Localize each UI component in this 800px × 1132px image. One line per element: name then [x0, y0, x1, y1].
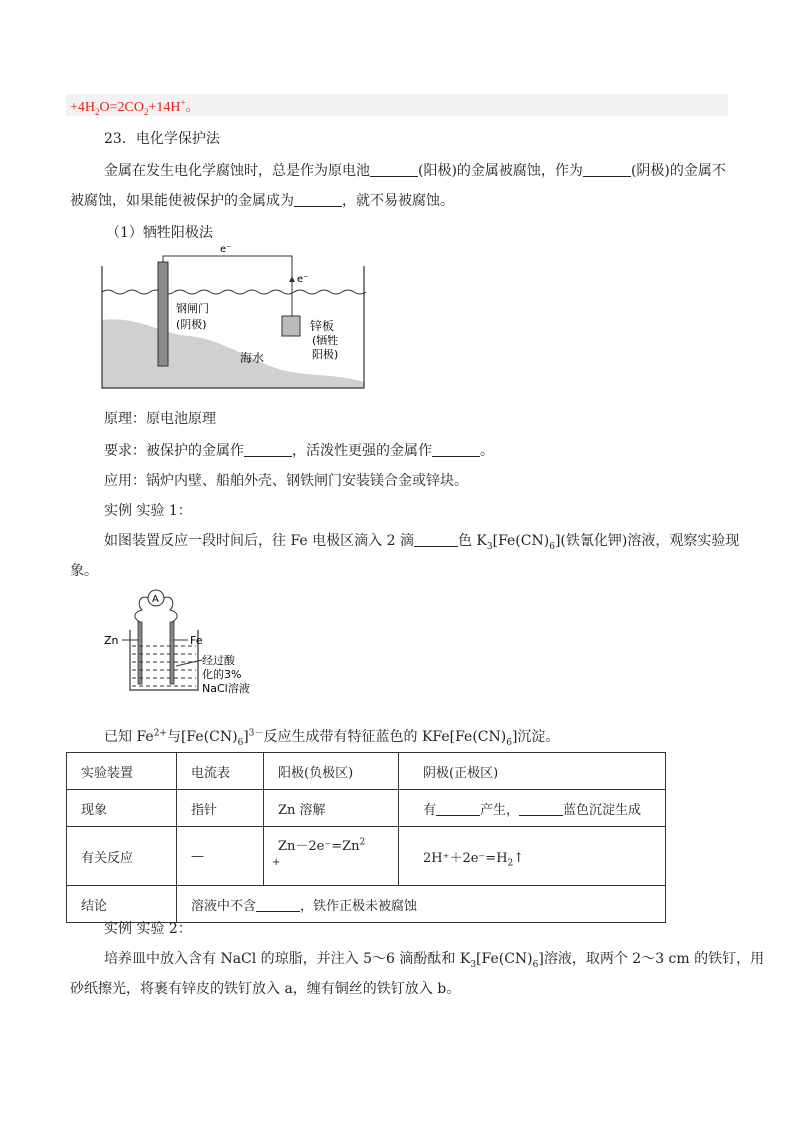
table-cell: 现象	[67, 790, 177, 827]
table-cell: 溶液中不含 ，铁作正极未被腐蚀	[177, 886, 666, 923]
table-row	[67, 790, 666, 827]
experiment-2-line-2: 砂纸擦光，将裹有锌皮的铁钉放入 a，缠有铜丝的铁钉放入 b。	[70, 981, 461, 997]
electron-label: e⁻	[297, 274, 309, 285]
blank	[432, 442, 480, 457]
blank	[370, 162, 418, 177]
section-heading: 23．电化学保护法	[104, 131, 220, 147]
equation-tail: $+4H_2O=2CO_2+14H^+$。	[70, 97, 200, 117]
table-cell: $Zn-2e^-=Zn^2$ +	[264, 827, 399, 886]
table-header: 电流表	[177, 753, 264, 790]
zinc-role: 阳极)	[312, 348, 339, 361]
blank	[244, 442, 292, 457]
experiment-1-text-cont: 象。	[70, 563, 98, 579]
table-cell: —	[177, 827, 264, 886]
table-cell: 指针	[177, 790, 264, 827]
known-fact: 已知 $Fe^{2+}$与$[Fe(CN)_6]^{3-}$反应生成带有特征蓝色的 $KFe[Fe(CN)_6]$沉淀。	[104, 728, 560, 748]
zinc-role: (牺牲	[312, 334, 339, 347]
seawater-label: 海水	[240, 351, 265, 365]
electron-label: e⁻	[220, 244, 232, 255]
table-cell: Zn 溶解	[264, 790, 399, 827]
zn-electrode-label: Zn	[104, 634, 119, 647]
blank	[414, 532, 458, 547]
intro-line-1: 金属在发生电化学腐蚀时，总是作为原电池 (阳极)的金属被腐蚀，作为 (阴极)的金属不	[104, 163, 726, 179]
table-cell: $2H^++2e^-=H_2↑$	[399, 827, 666, 886]
table-row	[67, 827, 666, 886]
gate-role: (阴极)	[176, 318, 207, 331]
fe-electrode-label: Fe	[190, 634, 203, 647]
experiment-table	[66, 752, 666, 923]
requirement-text: 要求：被保护的金属作 ，活泼性更强的金属作 。	[104, 443, 494, 459]
gate-label: 钢闸门	[176, 302, 209, 315]
blank	[294, 192, 342, 207]
table-cell: 结论	[67, 886, 177, 923]
galvanic-cell-diagram	[104, 584, 288, 694]
solution-label: 化的3%	[202, 668, 242, 681]
example-1-heading: 实例 实验 1：	[104, 503, 192, 519]
method-title: （1）牺牲阳极法	[106, 225, 213, 241]
blank	[436, 801, 480, 816]
application-text: 应用：锅炉内壁、船舶外壳、钢铁闸门安装镁合金或锌块。	[104, 473, 468, 489]
solution-label: NaCl溶液	[202, 682, 250, 694]
blank	[583, 162, 631, 177]
table-row	[67, 886, 666, 923]
intro-line-2: 被腐蚀，如果能使被保护的金属成为 ，就不易被腐蚀。	[70, 193, 454, 209]
blank	[519, 801, 563, 816]
table-cell: 有 产生， 蓝色沉淀生成	[399, 790, 666, 827]
sacrificial-anode-diagram	[100, 244, 366, 390]
principle-text: 原理：原电池原理	[104, 411, 216, 427]
blank	[256, 897, 300, 912]
experiment-1-text: 如图装置反应一段时间后，往 Fe 电极区滴入 2 滴 色 $K_3[Fe(CN)_6]$(铁氰化钾)溶液，观察实验现	[104, 533, 740, 552]
ammeter-label: A	[152, 594, 159, 605]
table-header: 阳极(负极区)	[264, 753, 399, 790]
experiment-2-line-1: 培养皿中放入含有 NaCl 的琼脂，并注入 5～6 滴酚酞和 $K_3[Fe(CN)_6]$溶液，取两个 2～3 cm 的铁钉，用	[104, 951, 765, 970]
solution-label: 经过酸	[202, 654, 235, 667]
table-header-row	[67, 753, 666, 790]
table-header: 阴极(正极区)	[399, 753, 666, 790]
table-header: 实验装置	[67, 753, 177, 790]
table-cell: 有关反应	[67, 827, 177, 886]
example-2-heading: 实例 实验 2：	[104, 921, 192, 937]
zinc-label: 锌板	[310, 319, 335, 333]
